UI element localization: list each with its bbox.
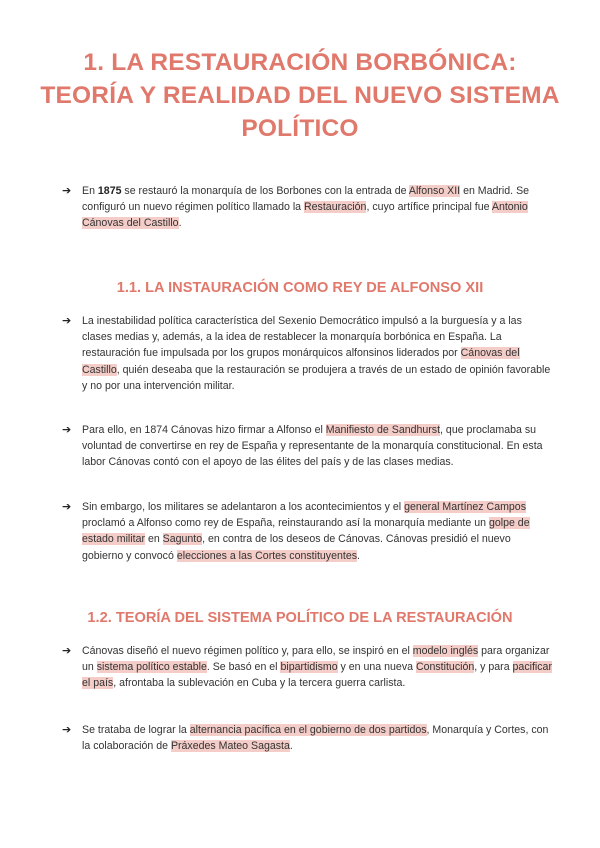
highlight-constitucion: Constitución <box>415 661 475 674</box>
highlight-canovas: Cánovas del Castillo <box>82 347 520 376</box>
highlight-canovas: Antonio Cánovas del Castillo <box>82 201 528 230</box>
section-heading-1-1: 1.1. LA INSTAURACIÓN COMO REY DE ALFONSO XII <box>116 280 484 296</box>
section1-bullet-3: ➔ Sin embargo, los militares se adelantaron a los acontecimientos y el general Martínez Campos proclamó a Alfonso como rey de España, reinstaurando así la monarquía mediante un golpe de estado militar en Sagunto, en contra de los deseos de Cánovas. Cánovas presidió el nuevo gobierno y convocó elecciones a las Cortes constituyentes. <box>62 501 530 562</box>
arrow-bullet-icon: ➔ <box>62 501 72 513</box>
section1-bullet-1: ➔ La inestabilidad política característica del Sexenio Democrático impulsó a la burguesía y a las clases medias y, además, a la idea de restablecer la monarquía borbónica en España. La restauración fue impulsada por los grupos monárquicos alfonsinos liderados por Cánovas del Castillo, quién deseaba que la restauración se produjera a través de un estado de opinión favorable y no por una intervención militar. <box>62 315 551 392</box>
year-bold: 1875 <box>97 185 122 197</box>
highlight-sagasta: Práxedes Mateo Sagasta <box>170 740 290 753</box>
section1-bullet-2: ➔ Para ello, en 1874 Cánovas hizo firmar a Alfonso el Manifiesto de Sandhurst, que proclamaba su voluntad de convertirse en rey de España y representante de la monarquía constitucional. En esta labor Cánovas contó con el apoyo de las élites del país y de las clases medias. <box>62 424 543 469</box>
arrow-bullet-icon: ➔ <box>62 315 72 327</box>
arrow-bullet-icon: ➔ <box>62 424 72 436</box>
highlight-sandhurst: Manifiesto de Sandhurst <box>325 424 441 436</box>
highlight-golpe: golpe de estado militar <box>82 517 530 546</box>
arrow-bullet-icon: ➔ <box>62 645 72 657</box>
arrow-bullet-icon: ➔ <box>62 724 72 736</box>
highlight-elecciones: elecciones a las Cortes constituyentes <box>176 549 358 562</box>
highlight-sagunto: Sagunto <box>162 533 203 546</box>
highlight-alternancia: alternancia pacífica en el gobierno de dos partidos <box>189 724 427 736</box>
section-heading-1-2: 1.2. TEORÍA DEL SISTEMA POLÍTICO DE LA RESTAURACIÓN <box>87 610 513 626</box>
highlight-martinez-campos: general Martínez Campos <box>404 501 526 513</box>
arrow-bullet-icon: ➔ <box>62 185 72 197</box>
page-title: 1. LA RESTAURACIÓN BORBÓNICA: TEORÍA Y REALIDAD DEL NUEVO SISTEMA POLÍTICO <box>40 49 560 142</box>
highlight-modelo-ingles: modelo inglés <box>412 645 479 657</box>
highlight-restauracion: Restauración <box>304 201 367 214</box>
intro-bullet: ➔ En 1875 se restauró la monarquía de los Borbones con la entrada de Alfonso XII en Madrid. Se configuró un nuevo régimen político llamado la Restauración, cuyo artífice principal fue Antonio Cánovas del Castillo. <box>62 185 530 230</box>
highlight-sistema-estable: sistema político estable <box>96 661 207 674</box>
highlight-bipartidismo: bipartidismo <box>280 661 338 674</box>
highlight-pacificar: pacificar el país <box>82 661 552 690</box>
section2-bullet-2: ➔ Se trataba de lograr la alternancia pacífica en el gobierno de dos partidos, Monarquía y Cortes, con la colaboración de Práxedes Mateo Sagasta. <box>62 724 549 753</box>
highlight-alfonso: Alfonso XII <box>408 185 461 197</box>
section2-bullet-1: ➔ Cánovas diseñó el nuevo régimen político y, para ello, se inspiró en el modelo inglés para organizar un sistema político estable. Se basó en el bipartidismo y en una nueva Constitución, y para pacificar el país, afrontaba la sublevación en Cuba y la tercera guerra carlista. <box>62 645 552 690</box>
